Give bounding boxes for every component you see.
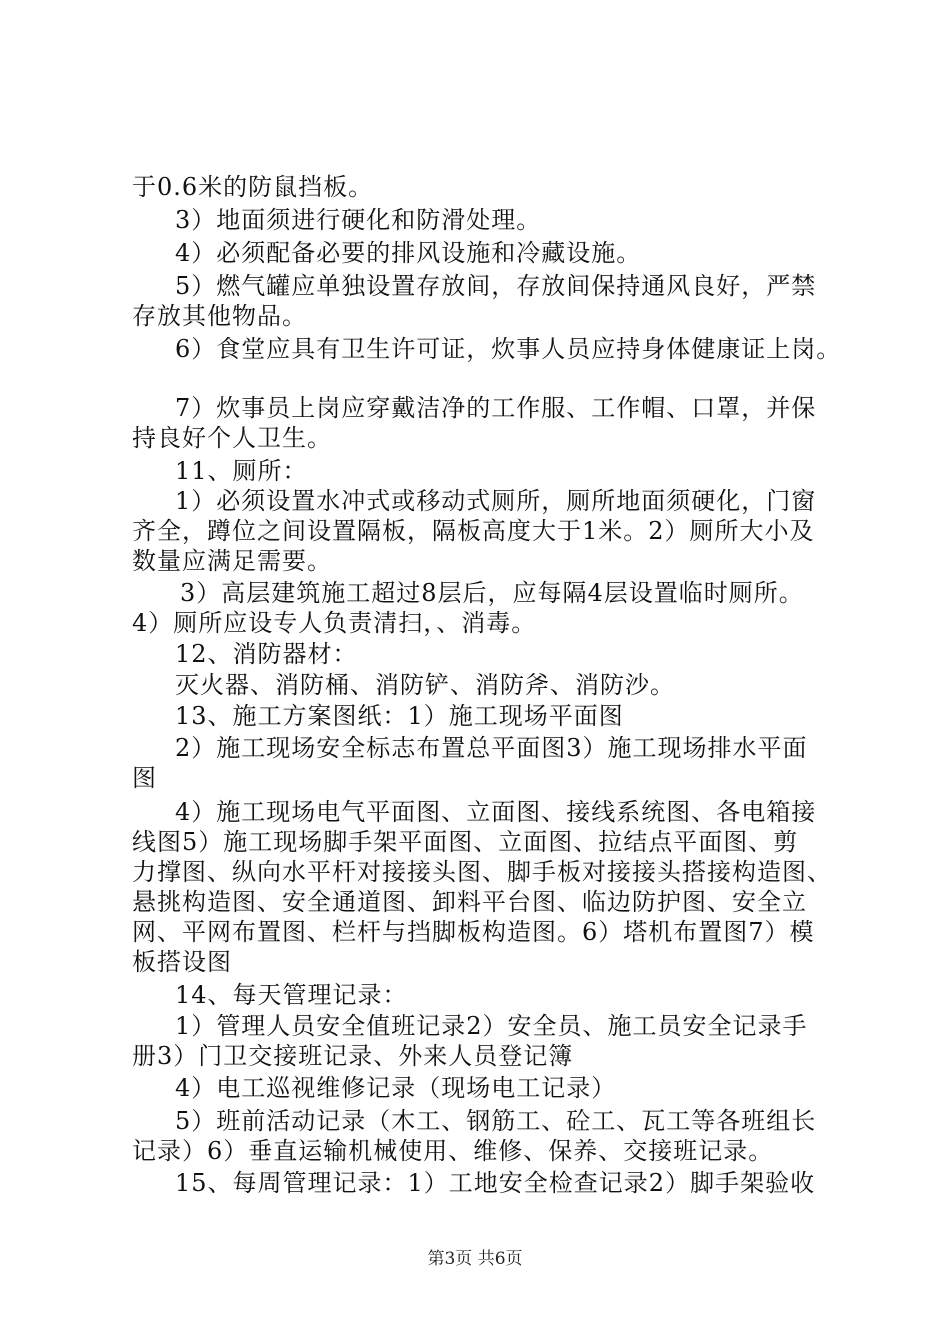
text-line: 册3）门卫交接班记录、外来人员登记簿 bbox=[132, 1042, 574, 1070]
text-line: 4）施工现场电气平面图、立面图、接线系统图、各电箱接 bbox=[175, 798, 817, 826]
text-line: 4）厕所应设专人负责清扫，、消毒。 bbox=[132, 609, 537, 637]
text-line: 于0.6米的防鼠挡板。 bbox=[132, 173, 374, 201]
section-heading: 11、厕所： bbox=[175, 457, 308, 485]
text-line: 力撑图、纵向水平杆对接接头图、脚手板对接接头搭接构造图、 bbox=[132, 858, 832, 886]
text-line: 线图5）施工现场脚手架平面图、立面图、拉结点平面图、剪 bbox=[132, 828, 799, 856]
text-line: 存放其他物品。 bbox=[132, 302, 307, 330]
text-line: 图 bbox=[132, 764, 157, 792]
text-line: 灭火器、消防桶、消防铲、消防斧、消防沙。 bbox=[175, 671, 675, 699]
text-line: 数量应满足需要。 bbox=[132, 547, 332, 575]
text-line: 悬挑构造图、安全通道图、卸料平台图、临边防护图、安全立 bbox=[132, 888, 807, 916]
text-line: 5）班前活动记录（木工、钢筋工、砼工、瓦工等各班组长 bbox=[175, 1107, 817, 1135]
section-heading: 12、消防器材： bbox=[175, 640, 358, 668]
section-heading: 14、每天管理记录： bbox=[175, 981, 408, 1009]
text-line: 网、平网布置图、栏杆与挡脚板构造图。6）塔机布置图7）模 bbox=[132, 918, 815, 946]
text-line: 齐全，蹲位之间设置隔板，隔板高度大于1米。2）厕所大小及 bbox=[132, 517, 815, 545]
text-line: 4）电工巡视维修记录（现场电工记录） bbox=[175, 1074, 617, 1102]
text-line: 4）必须配备必要的排风设施和冷藏设施。 bbox=[175, 239, 642, 267]
page-number: 第3页 共6页 bbox=[427, 1249, 523, 1269]
text-line: 1）必须设置水冲式或移动式厕所，厕所地面须硬化，门窗 bbox=[175, 487, 817, 515]
text-line: 1）管理人员安全值班记录2）安全员、施工员安全记录手 bbox=[175, 1012, 808, 1040]
text-line: 6）食堂应具有卫生许可证，炊事人员应持身体健康证上岗。 bbox=[175, 335, 842, 363]
text-line: 2）施工现场安全标志布置总平面图3）施工现场排水平面 bbox=[175, 734, 808, 762]
text-line: 3）高层建筑施工超过8层后，应每隔4层设置临时厕所。 bbox=[180, 579, 804, 607]
text-line: 板搭设图 bbox=[132, 948, 232, 976]
text-line: 3）地面须进行硬化和防滑处理。 bbox=[175, 206, 542, 234]
section-heading: 15、每周管理记录：1）工地安全检查记录2）脚手架验收 bbox=[175, 1169, 816, 1197]
section-heading: 13、施工方案图纸：1）施工现场平面图 bbox=[175, 702, 624, 730]
text-line: 持良好个人卫生。 bbox=[132, 424, 332, 452]
text-line: 7）炊事员上岗应穿戴洁净的工作服、工作帽、口罩，并保 bbox=[175, 394, 817, 422]
text-line: 5）燃气罐应单独设置存放间，存放间保持通风良好，严禁 bbox=[175, 272, 817, 300]
text-line: 记录）6）垂直运输机械使用、维修、保养、交接班记录。 bbox=[132, 1137, 774, 1165]
